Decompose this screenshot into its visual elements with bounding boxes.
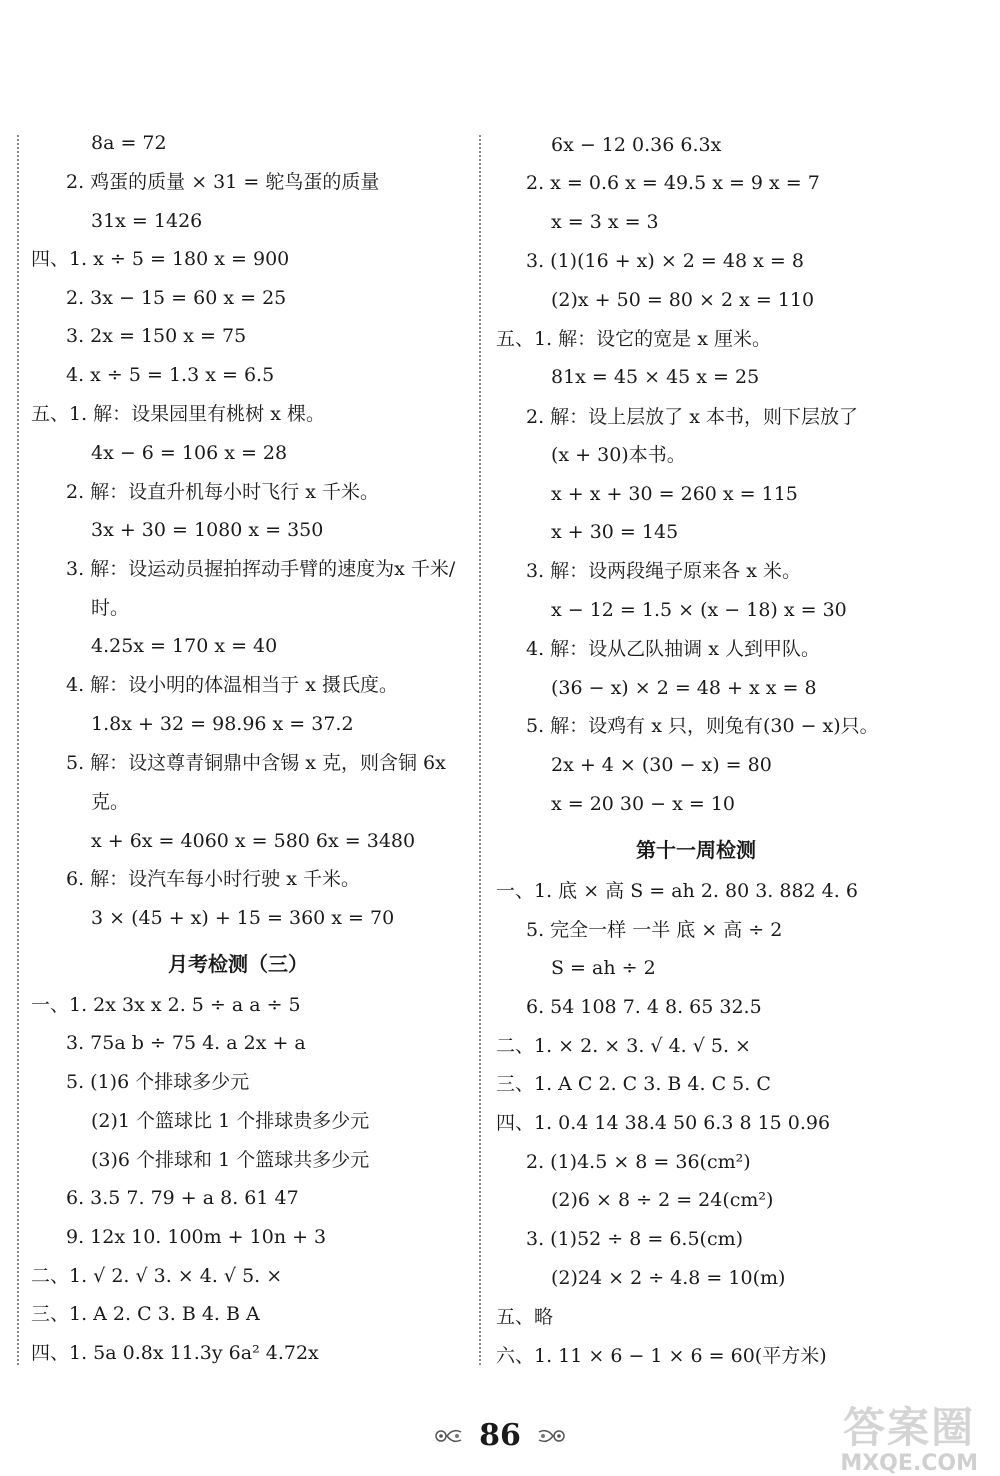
section-heading: 月考检测（三） [168, 952, 308, 976]
answer-line: 4. 解：设从乙队抽调 x 人到甲队。 [526, 638, 820, 660]
answer-line: x − 12 = 1.5 × (x − 18) x = 30 [551, 599, 847, 621]
answer-line: 3. 解：设运动员握拍挥动手臂的速度为x 千米/ [66, 558, 456, 580]
answer-line: (2)6 × 8 ÷ 2 = 24(cm²) [551, 1189, 774, 1211]
answer-line: 3. (1)(16 + x) × 2 = 48 x = 8 [526, 250, 804, 272]
watermark-url: MXQE.COM [840, 1451, 978, 1476]
answer-line: (x + 30)本书。 [551, 444, 686, 466]
answer-line: 2x + 4 × (30 − x) = 80 [551, 754, 772, 776]
answer-line: 1.8x + 32 = 98.96 x = 37.2 [91, 713, 354, 735]
answer-line: 一、1. 底 × 高 S = ah 2. 80 3. 882 4. 6 [496, 880, 858, 902]
answer-line: 三、1. A 2. C 3. B 4. B A [31, 1303, 260, 1325]
watermark-logo: 答案圈 [843, 1403, 976, 1452]
answer-line: 2. x = 0.6 x = 49.5 x = 9 x = 7 [526, 172, 820, 194]
answer-line: 二、1. × 2. × 3. √ 4. √ 5. × [496, 1035, 751, 1057]
left-margin-rule [17, 135, 19, 1365]
answer-line: x + 6x = 4060 x = 580 6x = 3480 [91, 830, 416, 852]
answer-line: (3)6 个排球和 1 个篮球共多少元 [91, 1149, 370, 1171]
answer-line: 五、略 [496, 1306, 554, 1328]
answer-line: S = ah ÷ 2 [551, 957, 656, 979]
site-watermark [840, 1395, 978, 1476]
answer-line: 3x + 30 = 1080 x = 350 [91, 519, 324, 541]
answer-line: 31x = 1426 [91, 210, 203, 232]
answer-line: (2)1 个篮球比 1 个排球贵多少元 [91, 1110, 370, 1132]
answer-line: 二、1. √ 2. √ 3. × 4. √ 5. × [31, 1265, 283, 1287]
answer-line: 四、1. x ÷ 5 = 180 x = 900 [31, 248, 290, 270]
flower-ornament-icon [535, 1424, 569, 1448]
answer-line: 六、1. 11 × 6 − 1 × 6 = 60(平方米) [496, 1345, 827, 1367]
answer-line: 四、1. 0.4 14 38.4 50 6.3 8 15 0.96 [496, 1112, 831, 1134]
answer-line: 四、1. 5a 0.8x 11.3y 6a² 4.72x [31, 1342, 319, 1364]
answer-line: 5. 完全一样 一半 底 × 高 ÷ 2 [526, 919, 783, 941]
answer-line: x + 30 = 145 [551, 521, 679, 543]
answer-line: 2. 解：设上层放了 x 本书，则下层放了 [526, 406, 858, 428]
flower-ornament-icon [431, 1424, 465, 1448]
answer-line: 4x − 6 = 106 x = 28 [91, 442, 288, 464]
answer-line: 时。 [91, 597, 130, 619]
answer-line: 4. 解：设小明的体温相当于 x 摄氏度。 [66, 674, 398, 696]
answer-line: 3 × (45 + x) + 15 = 360 x = 70 [91, 907, 395, 929]
answer-line: 8a = 72 [91, 132, 167, 154]
page-number: 86 [479, 1418, 521, 1453]
answer-line: 2. 解：设直升机每小时飞行 x 千米。 [66, 481, 379, 503]
answer-line: 2. (1)4.5 × 8 = 36(cm²) [526, 1151, 751, 1173]
answer-line: 2. 鸡蛋的质量 × 31 = 鸵鸟蛋的质量 [66, 171, 380, 193]
answer-line: 2. 3x − 15 = 60 x = 25 [66, 287, 287, 309]
answer-line: 6x − 12 0.36 6.3x [551, 134, 722, 156]
answer-line: 一、1. 2x 3x x 2. 5 ÷ a a ÷ 5 [31, 994, 301, 1016]
answer-line: x + x + 30 = 260 x = 115 [551, 483, 798, 505]
answer-line: (36 − x) × 2 = 48 + x x = 8 [551, 677, 817, 699]
section-heading: 第十一周检测 [636, 838, 756, 862]
answer-line: (2)24 × 2 ÷ 4.8 = 10(m) [551, 1267, 786, 1289]
answer-line: 6. 解：设汽车每小时行驶 x 千米。 [66, 868, 360, 890]
answer-line: 4.25x = 170 x = 40 [91, 635, 278, 657]
answer-line: x = 20 30 − x = 10 [551, 793, 735, 815]
answer-line: 5. (1)6 个排球多少元 [66, 1071, 250, 1093]
answer-line: 3. 解：设两段绳子原来各 x 米。 [526, 560, 801, 582]
answer-line: 3. (1)52 ÷ 8 = 6.5(cm) [526, 1228, 744, 1250]
answer-line: 81x = 45 × 45 x = 25 [551, 366, 760, 388]
column-divider [479, 135, 481, 1365]
answer-line: 3. 75a b ÷ 75 4. a 2x + a [66, 1032, 306, 1054]
answer-line: 6. 54 108 7. 4 8. 65 32.5 [526, 996, 762, 1018]
answer-line: 5. 解：设鸡有 x 只，则兔有(30 − x)只。 [526, 715, 879, 737]
answer-line: 五、1. 解：设果园里有桃树 x 棵。 [31, 403, 325, 425]
answer-line: 9. 12x 10. 100m + 10n + 3 [66, 1226, 327, 1248]
answer-line: 克。 [91, 791, 130, 813]
answer-line: 五、1. 解：设它的宽是 x 厘米。 [496, 328, 771, 350]
answer-line: (2)x + 50 = 80 × 2 x = 110 [551, 289, 815, 311]
answer-line: 5. 解：设这尊青铜鼎中含锡 x 克，则含铜 6x [66, 752, 446, 774]
answer-line: 4. x ÷ 5 = 1.3 x = 6.5 [66, 364, 275, 386]
answer-line: 三、1. A C 2. C 3. B 4. C 5. C [496, 1073, 771, 1095]
answer-line: x = 3 x = 3 [551, 211, 659, 233]
answer-line: 3. 2x = 150 x = 75 [66, 325, 247, 347]
answer-line: 6. 3.5 7. 79 + a 8. 61 47 [66, 1187, 299, 1209]
